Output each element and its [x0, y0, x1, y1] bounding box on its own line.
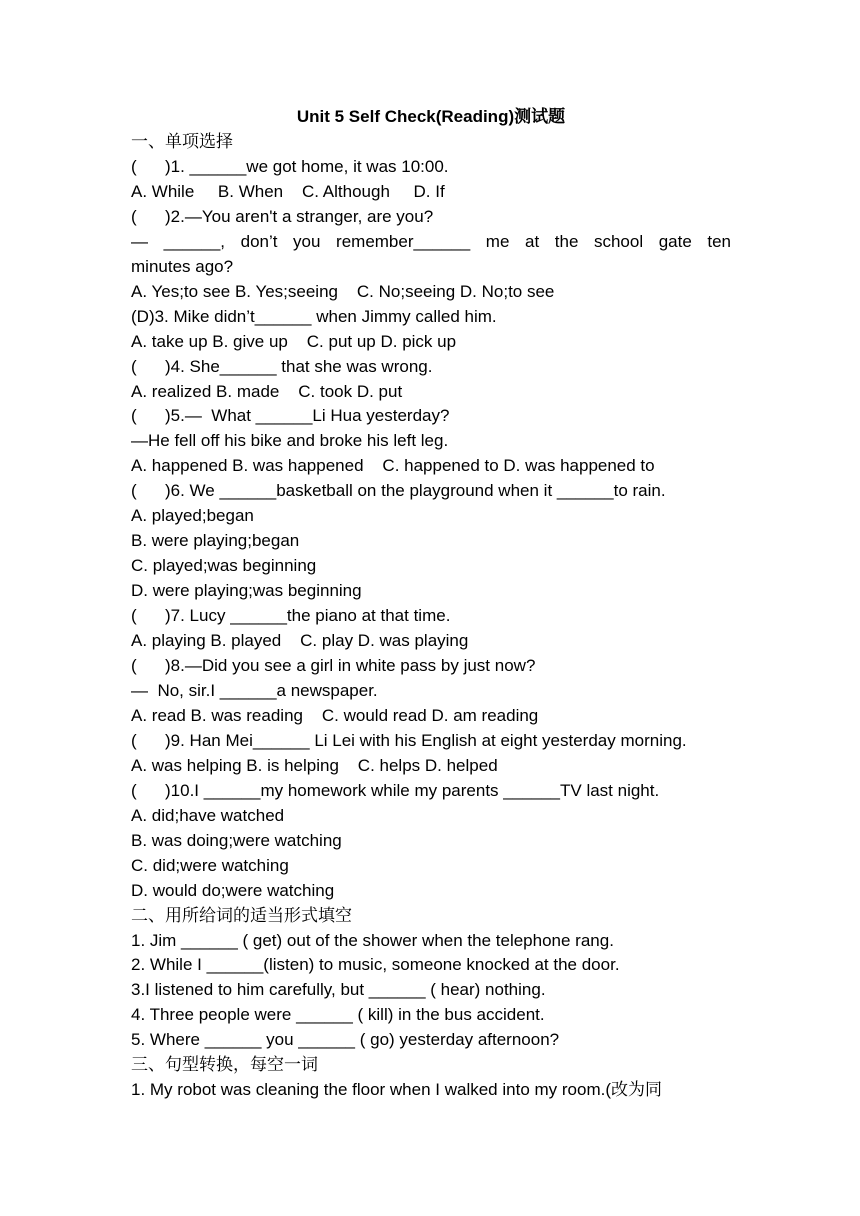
answer-options: A. did;have watched: [131, 805, 285, 825]
answer-options: B. were playing;began: [131, 531, 300, 551]
question-line: ( )9. Han Mei______ Li Lei with his English at eight yesterday morning.: [131, 730, 687, 750]
question-line: — ______, don’t you remember______ me at the school gate ten: [131, 231, 731, 251]
question-line: minutes ago?: [131, 256, 234, 276]
fill-in-item: 1. Jim ______ ( get) out of the shower when the telephone rang.: [131, 930, 614, 950]
question-line: ( )1. ______we got home, it was 10:00.: [131, 156, 449, 176]
section-heading-multiple-choice: 一、单项选择: [131, 132, 233, 152]
answer-options: C. did;were watching: [131, 855, 289, 875]
question-line: ( )6. We ______basketball on the playground when it ______to rain.: [131, 481, 666, 501]
section-heading-sentence-transformation: 三、句型转换，每空一词: [131, 1055, 318, 1076]
answer-options: A. happened B. was happened C. happened to D. was happened to: [131, 456, 655, 476]
question-line: ( )2.—You aren't a stranger, are you?: [131, 206, 434, 226]
question-line: ( )4. She______ that she was wrong.: [131, 356, 433, 376]
answer-options: A. realized B. made C. took D. put: [131, 381, 403, 401]
question-line: (D)3. Mike didn’t______ when Jimmy called him.: [131, 306, 497, 326]
fill-in-item: 5. Where ______ you ______ ( go) yesterday afternoon?: [131, 1030, 560, 1050]
question-line: ( )8.—Did you see a girl in white pass by just now?: [131, 656, 536, 676]
section-heading-fill-in: 二、用所给词的适当形式填空: [131, 905, 352, 926]
question-line: ( )7. Lucy ______the piano at that time.: [131, 606, 451, 626]
answer-options: A. Yes;to see B. Yes;seeing C. No;seeing D. No;to see: [131, 281, 555, 301]
question-line: —He fell off his bike and broke his left leg.: [131, 431, 449, 451]
answer-options: A. played;began: [131, 506, 254, 526]
answer-options: A. was helping B. is helping C. helps D. helped: [131, 755, 498, 775]
answer-options: C. played;was beginning: [131, 556, 317, 576]
transformation-item: 1. My robot was cleaning the floor when I walked into my room.(改为同: [131, 1080, 662, 1100]
fill-in-item: 3.I listened to him carefully, but ______ ( hear) nothing.: [131, 980, 546, 1000]
question-line: ( )5.— What ______Li Hua yesterday?: [131, 406, 450, 426]
answer-options: D. were playing;was beginning: [131, 581, 362, 601]
worksheet-title: Unit 5 Self Check(Reading)测试题: [296, 107, 566, 126]
answer-options: B. was doing;were watching: [131, 830, 342, 850]
answer-options: D. would do;were watching: [131, 880, 335, 900]
question-line: ( )10.I ______my homework while my parents ______TV last night.: [131, 780, 660, 800]
worksheet-page: [131, 104, 731, 1103]
answer-options: A. While B. When C. Although D. If: [131, 181, 445, 201]
fill-in-item: 4. Three people were ______ ( kill) in the bus accident.: [131, 1005, 545, 1025]
question-line: — No, sir.I ______a newspaper.: [131, 680, 378, 700]
answer-options: A. playing B. played C. play D. was playing: [131, 631, 469, 651]
answer-options: A. read B. was reading C. would read D. am reading: [131, 705, 539, 725]
answer-options: A. take up B. give up C. put up D. pick up: [131, 331, 457, 351]
fill-in-item: 2. While I ______(listen) to music, someone knocked at the door.: [131, 955, 620, 975]
